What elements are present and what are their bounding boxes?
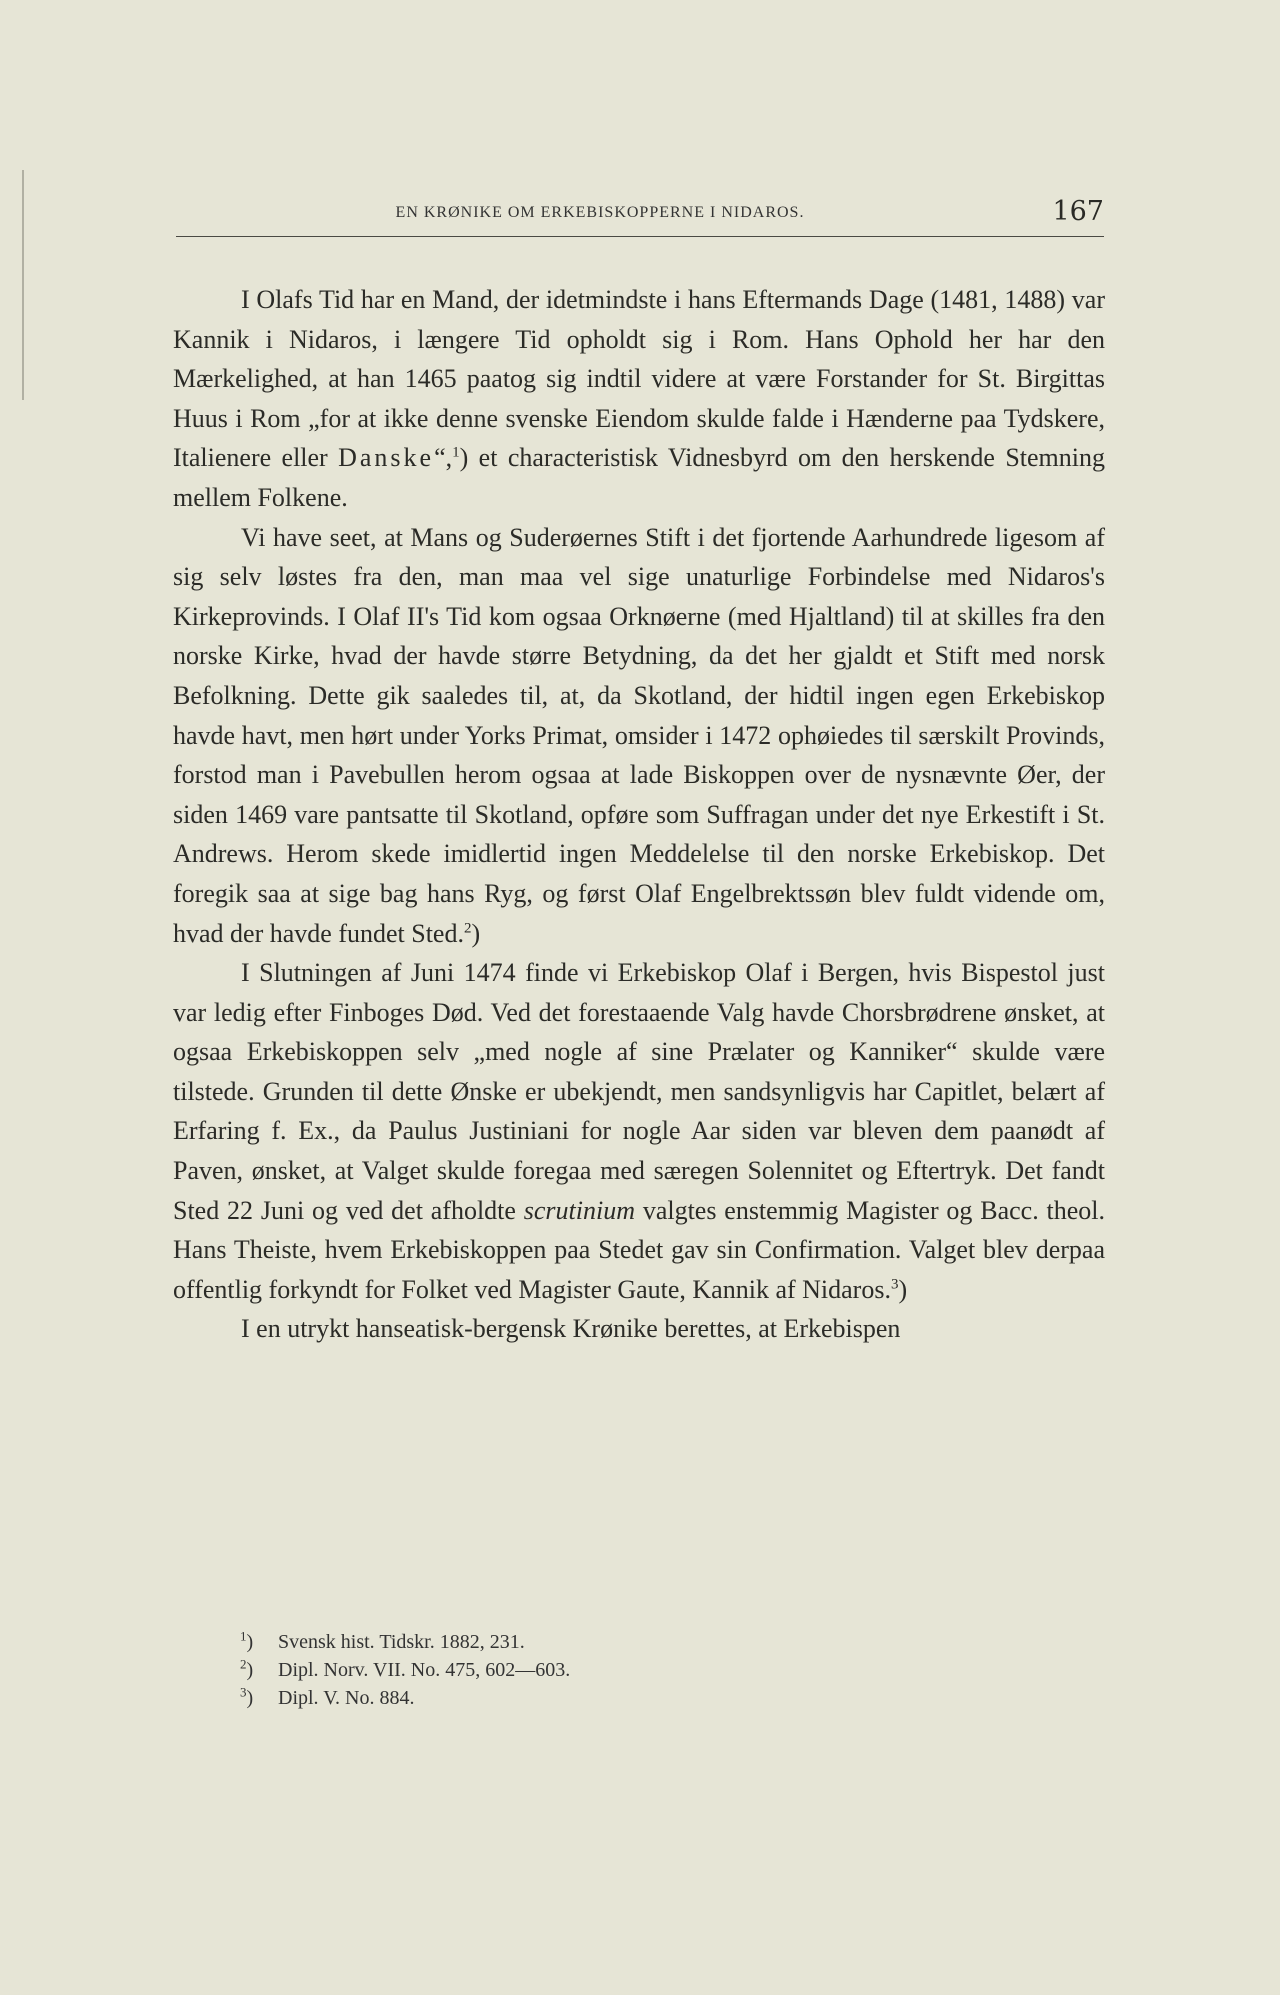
paragraph-1-text-b: “,: [434, 443, 453, 473]
footnote-mark-number: 1: [240, 1628, 247, 1644]
paragraph-2: [173, 518, 1105, 954]
footnote-mark: $^3$): [240, 1684, 254, 1709]
paragraph-1-text-a: I Olafs Tid har en Mand, der idetmindste i hans Eftermands Dage (1481, 1488) var Kannik i Nidaros, i længere Tid opholdt sig i Rom. Hans Ophold her har den Mærkelighed, at han 1465 paatog sig indtil videre at være Forstander for St. Birgittas Huus i Rom „for at ikke denne svenske Eiendom skulde falde i Hænderne paa Tydskere, Italienere eller: [173, 285, 1105, 473]
footnote-ref-2: 2: [463, 919, 472, 936]
paragraph-1-text-c: ) et characteristisk Vidnesbyrd om den herskende Stemning mellem Folkene.: [173, 443, 1105, 512]
paragraph-4-text: I en utrykt hanseatisk-bergensk Krønike berettes, at Erkebispen: [241, 1314, 901, 1344]
footnote-1: [240, 1628, 940, 1656]
paragraph-4: [173, 1309, 1105, 1349]
page-edge-line: [22, 170, 24, 400]
footnote-text: Svensk hist. Tidskr. 1882, 231.: [278, 1631, 525, 1653]
footnote-mark: $^1$): [240, 1628, 254, 1653]
page-number: 167: [1052, 196, 1104, 227]
paragraph-1: [173, 280, 1105, 518]
footnote-text: Dipl. V. No. 884.: [278, 1687, 415, 1709]
paragraph-2-text-b: ): [471, 918, 481, 948]
footnotes: [240, 1628, 940, 1712]
footnote-mark-number: 3: [240, 1684, 247, 1700]
running-title: EN KRØNIKE OM ERKEBISKOPPERNE I NIDAROS.: [395, 204, 805, 221]
footnote-mark-number: 2: [240, 1656, 247, 1672]
footnote-text: Dipl. Norv. VII. No. 475, 602—603.: [278, 1659, 571, 1681]
footnote-2: [240, 1656, 940, 1684]
paragraph-3-text-b: valgtes enstemmig Magister og Bacc. theol. Hans Theiste, hvem Erkebiskoppen paa Stedet gav sin Confirmation. Valget blev derpaa offentlig forkyndt for Folket ved Magister Gaute, Kannik af Nidaros.: [173, 1195, 1105, 1304]
footnote-ref-1: 1: [452, 444, 460, 461]
footnote-3: [240, 1684, 940, 1712]
spaced-word-danske: Danske: [338, 443, 435, 473]
paragraph-2-text-a: Vi have seet, at Mans og Suderøernes Stift i det fjortende Aarhundrede ligesom af sig selv løstes fra den, man maa vel sige unaturlige Forbindelse med Nidaros's Kirkeprovinds. I Olaf II's Tid kom ogsaa Orknøerne (med Hjaltland) til at skilles fra den norske Kirke, hvad der havde større Betydning, da det her gjaldt et Stift med norsk Befolkning. Dette gik saaledes til, at, da Skotland, der hidtil ingen egen Erkebiskop havde havt, men hørt under Yorks Primat, omsider i 1472 ophøiedes til særskilt Provinds, forstod man i Pavebullen herom ogsaa at lade Biskoppen over de nysnævnte Øer, der siden 1469 vare pantsatte til Skotland, opføre som Suffragan under det nye Erkestift i St. Andrews. Herom skede imidlertid ingen Meddelelse til den norske Erkebiskop. Det foregik saa at sige bag hans Ryg, og først Olaf Engelbrektssøn blev fuldt vidende om, hvad der havde fundet Sted.: [173, 522, 1105, 948]
body-text: [173, 280, 1105, 1349]
paragraph-3-text-a: I Slutningen af Juni 1474 finde vi Erkebiskop Olaf i Bergen, hvis Bispestol just var ledig efter Finboges Død. Ved det forestaaende Valg havde Chorsbrødrene ønsket, at ogsaa Erkebiskoppen selv „med nogle af sine Prælater og Kanniker“ skulde være tilstede. Grunden til dette Ønske er ubekjendt, men sandsynligvis har Capitlet, belært af Erfaring f. Ex., da Paulus Justiniani for nogle Aar siden var bleven dem paanødt af Paven, ønsket, at Valget skulde foregaa med særegen Solennitet og Eftertryk. Det fandt Sted 22 Juni og ved det afholdte: [173, 958, 1105, 1225]
paragraph-3-text-c: ): [898, 1274, 908, 1304]
italic-word-scrutinium: scrutinium: [523, 1195, 635, 1225]
page-header: [176, 196, 1104, 237]
paragraph-3: [173, 953, 1105, 1309]
footnote-ref-3: 3: [890, 1276, 899, 1293]
footnote-mark: $^2$): [240, 1656, 254, 1681]
